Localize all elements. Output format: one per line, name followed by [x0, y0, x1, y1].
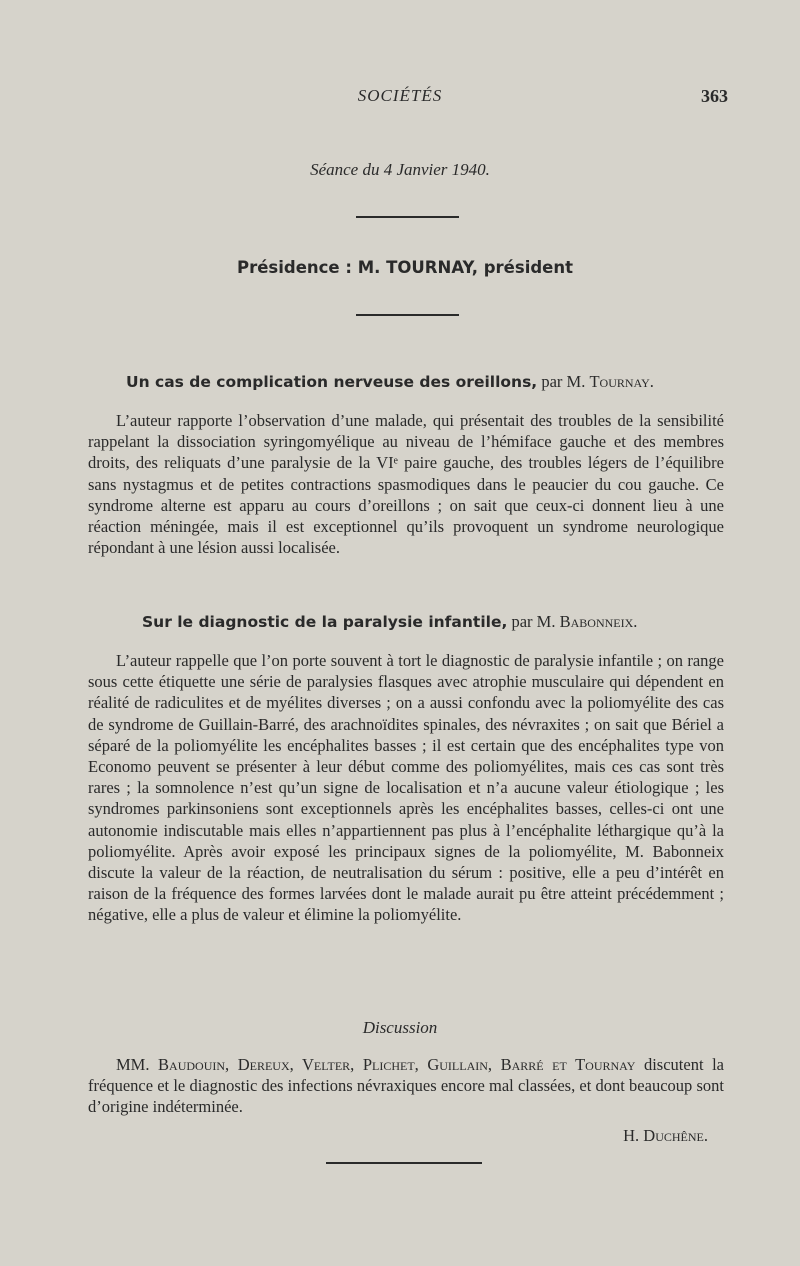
presidency-line: Présidence : M. TOURNAY, président: [236, 258, 573, 277]
article-1-heading: [126, 372, 730, 392]
discussion-names: Baudouin, Dereux, Velter, Plichet, Guillain, Barré et Tournay: [158, 1055, 636, 1074]
article-1-title: Un cas de complication nerveuse des oreillons,: [126, 373, 538, 391]
article-1-by: par M.: [541, 372, 586, 391]
article-1-body: L’auteur rapporte l’observation d’une malade, qui présentait des troubles de la sensibilité rappelant la dissociation syringomyélique au niveau de l’hémiface gauche et des membres droits, des reliquats d’une paralysie de la VIᵉ paire gauche, des troubles légers de l’équilibre sans nystagmus et de petites contractions spasmodiques dans le peaucier du cou gauche. Ce syndrome alterne est apparu au cours d’oreillons ; on sait que ceux-ci donnent lieu à une réaction méningée, mais il est exceptionnel qu’ils provoquent un syndrome neurologique répondant à une lésion aussi localisée.: [88, 411, 724, 558]
running-header-title: SOCIÉTÉS: [357, 86, 443, 105]
session-date: Séance du 4 Janvier 1940.: [310, 160, 490, 179]
discussion-heading: Discussion: [362, 1018, 438, 1037]
page-number: 363: [701, 86, 728, 106]
article-2-by: par M.: [511, 612, 556, 631]
article-2-title: Sur le diagnostic de la paralysie infantile,: [142, 613, 508, 631]
article-1-author: Tournay.: [589, 372, 654, 391]
article-2-heading: [142, 612, 730, 632]
signature: H. Duchêne.: [623, 1126, 708, 1145]
divider-rule-1: [356, 216, 459, 218]
article-2-body: L’auteur rappelle que l’on porte souvent à tort le diagnostic de paralysie infantile ; on range sous cette étiquette une série de paralysies flasques avec atrophie musculaire qui dépendent en réalité de radiculites et de myélites diverses ; on a aussi confondu avec la poliomyélite des cas de syndrome de Guillain-Barré, des arachnoïdites spinales, des névraxites ; on sait que Bériel a séparé de la poliomyélite les encéphalites basses ; il est certain que des encéphalites type von Economo peuvent se présenter à leur début comme des poliomyélites, mais ces cas sont très rares ; la somnolence n’est qu’un signe de localisation et n’a aucune valeur étiologique ; les syndromes parkinsoniens sont exceptionnels après les encéphalites basses, celles-ci ont une autonomie indiscutable mais elles n’appartiennent pas plus à l’encéphalite léthargique qu’à la poliomyélite. Après avoir exposé les principaux signes de la poliomyélite, M. Babonneix discute la valeur de la réaction, de neutralisation du sérum : positive, elle a peu d’intérêt en raison de la fréquence des formes larvées dont le malade aurait pu être atteint précédemment ; négative, elle a plus de valeur et élimine la poliomyélite.: [88, 651, 724, 925]
discussion-body: [88, 1054, 724, 1118]
divider-rule-3: [326, 1162, 482, 1164]
divider-rule-2: [356, 314, 459, 316]
discussion-prefix: MM.: [116, 1055, 150, 1074]
discussion-text: discutent la fréquence et le diagnostic des infections névraxiques encore mal classées, et dont beaucoup sont d’origine indéterminée.: [88, 1055, 725, 1117]
article-2-author: Babonneix.: [559, 612, 638, 631]
